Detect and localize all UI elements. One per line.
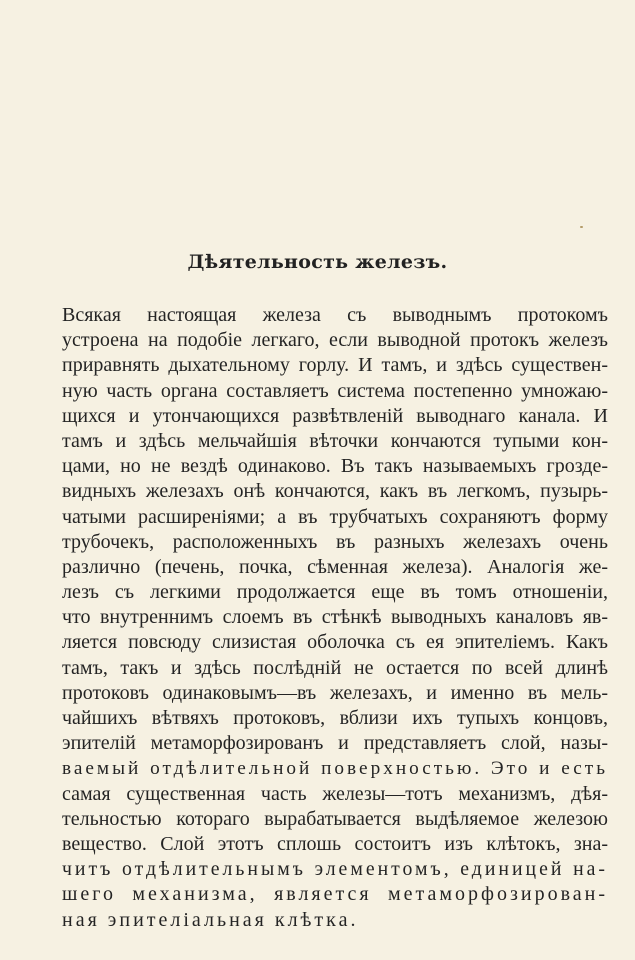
- text-line: ную часть органа составляетъ система постепенно умножаю-: [62, 379, 608, 402]
- text-line: чатыми расширеніями; а въ трубчатыхъ сохраняютъ форму: [62, 505, 608, 528]
- text-line: цами, но не вездѣ одинаково. Въ такъ называемыхъ грозде-: [62, 455, 608, 478]
- text-line: эпителій метаморфозированъ и представляетъ слой, назы-: [62, 732, 608, 755]
- text-line: Всякая настоящая железа съ выводнымъ протокомъ: [62, 304, 608, 326]
- text-line: ляется повсюду слизистая оболочка съ ея эпителіемъ. Какъ: [62, 631, 608, 654]
- text-line: что внутреннимъ слоемъ въ стѣнкѣ выводныхъ каналовъ яв-: [62, 606, 608, 629]
- chapter-title: Дѣятельность железъ.: [187, 251, 448, 273]
- text-line: трубочекъ, расположенныхъ въ разныхъ железахъ очень: [62, 530, 608, 553]
- text-line-last: ная эпителіальная клѣтка.: [62, 908, 359, 931]
- text-line: вещество. Слой этотъ сплошь состоитъ изъ клѣтокъ, зна-: [62, 832, 608, 855]
- text-line-spaced: ваемый отдѣлительной поверхностью. Это и есть: [62, 758, 608, 780]
- paper-speck: [580, 226, 583, 228]
- text-line: различно (печень, почка, сѣменная железа). Аналогія же-: [62, 555, 608, 578]
- text-line: щихся и утончающихся развѣтвленій выводнаго канала. И: [62, 404, 608, 427]
- text-line: тельностью котораго вырабатывается выдѣляемое железою: [62, 807, 608, 830]
- text-line-spaced: шего механизма, является метаморфозирован-: [62, 883, 608, 906]
- body-paragraph: [62, 303, 608, 933]
- text-line: самая существенная часть железы—тотъ механизмъ, дѣя-: [62, 782, 608, 805]
- text-line: тамъ и здѣсь мельчайшія вѣточки кончаются тупыми кон-: [62, 429, 608, 452]
- text-line-spaced: читъ отдѣлительнымъ элементомъ, единицей на-: [62, 858, 608, 881]
- text-line: устроена на подобіе легкаго, если выводной протокъ железъ: [62, 329, 608, 352]
- text-line: тамъ, такъ и здѣсь послѣдній не остается по всей длинѣ: [62, 656, 608, 679]
- text-line: видныхъ железахъ онѣ кончаются, какъ въ легкомъ, пузырь-: [62, 480, 608, 503]
- text-line: лезъ съ легкими продолжается еще въ томъ отношеніи,: [62, 581, 608, 604]
- text-line: чайшихъ вѣтвяхъ протоковъ, вблизи ихъ тупыхъ концовъ,: [62, 707, 608, 729]
- text-line: приравнять дыхательному горлу. И тамъ, и здѣсь существен-: [62, 354, 608, 377]
- text-line: протоковъ одинаковымъ—въ железахъ, и именно въ мель-: [62, 681, 608, 704]
